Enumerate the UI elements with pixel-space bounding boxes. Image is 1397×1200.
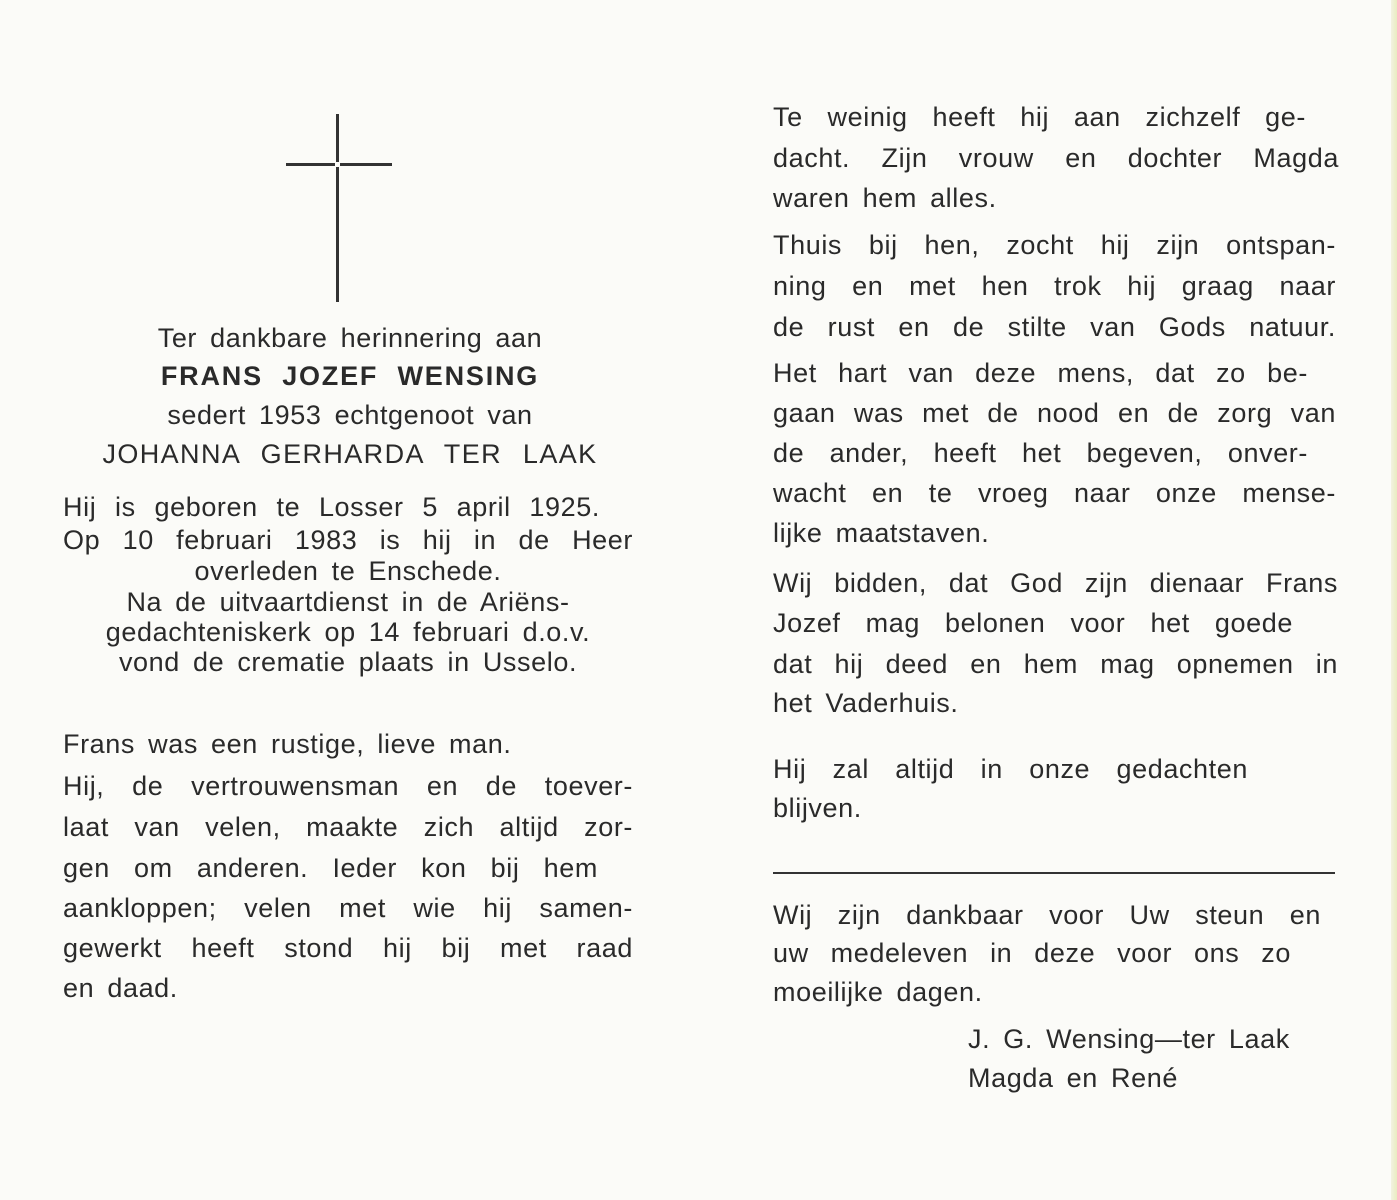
left-panel [0,0,698,1200]
dedication-line: Ter dankbare herinnering aan [157,323,543,353]
right-panel [698,0,1391,1200]
paragraph-line: dacht. Zijn vrouw en dochter Magda [773,143,1339,173]
biography-line: Na de uitvaartdienst in de Ariëns- [126,587,570,617]
paragraph-line: Jozef mag belonen voor het goede [773,608,1293,638]
paragraph-line: Thuis bij hen, zocht hij zijn ontspan- [773,230,1336,260]
thanks-line: moeilijke dagen. [773,977,983,1007]
tribute-line: gewerkt heeft stond hij bij met raad [63,933,633,963]
signature-line: Magda en René [968,1063,1178,1093]
paragraph-line: het Vaderhuis. [773,688,959,718]
tribute-line: laat van velen, maakte zich altijd zor- [63,812,633,842]
paragraph-line: Te weinig heeft hij aan zichzelf ge- [773,102,1306,132]
paragraph-line: lijke maatstaven. [773,518,990,548]
paragraph-line: de rust en de stilte van Gods natuur. [773,312,1336,342]
paragraph-line: Hij zal altijd in onze gedachten [773,754,1248,784]
biography-line: Hij is geboren te Losser 5 april 1925. [63,492,600,522]
tribute-line: Hij, de vertrouwensman en de toever- [63,771,633,801]
paragraph-line: dat hij deed en hem mag opnemen in [773,649,1338,679]
tribute-line: Frans was een rustige, lieve man. [63,729,512,759]
tribute-line: gen om anderen. Ieder kon bij hem [63,853,598,883]
section-divider [773,872,1335,874]
biography-line: vond de crematie plaats in Usselo. [118,647,578,677]
paragraph-line: Het hart van deze mens, dat zo be- [773,358,1308,388]
thanks-line: uw medeleven in deze voor ons zo [773,938,1291,968]
signature-line: J. G. Wensing—ter Laak [968,1024,1290,1054]
paragraph-line: gaan was met de nood en de zorg van [773,398,1336,428]
deceased-name: FRANS JOZEF WENSING [160,361,540,391]
tribute-line: en daad. [63,973,178,1003]
paragraph-line: ning en met hen trok hij graag naar [773,271,1336,301]
paragraph-line: wacht en te vroeg naar onze mense- [773,478,1336,508]
paragraph-line: waren hem alles. [773,183,997,213]
card-edge [1391,0,1397,1200]
tribute-line: aankloppen; velen met wie hij samen- [63,893,633,923]
spouse-name: JOHANNA GERHARDA TER LAAK [102,439,598,469]
paragraph-line: de ander, heeft het begeven, onver- [773,438,1308,468]
thanks-line: Wij zijn dankbaar voor Uw steun en [773,900,1321,930]
cross-icon [286,114,392,304]
cross-center-gap [335,162,340,167]
marriage-line: sedert 1953 echtgenoot van [167,400,533,430]
biography-line: Op 10 februari 1983 is hij in de Heer [63,525,633,555]
biography-line: overleden te Enschede. [194,556,502,586]
paragraph-line: blijven. [773,793,862,823]
paragraph-line: Wij bidden, dat God zijn dienaar Frans [773,568,1338,598]
biography-line: gedachteniskerk op 14 februari d.o.v. [105,617,591,647]
cross-vertical-bar [336,114,339,302]
